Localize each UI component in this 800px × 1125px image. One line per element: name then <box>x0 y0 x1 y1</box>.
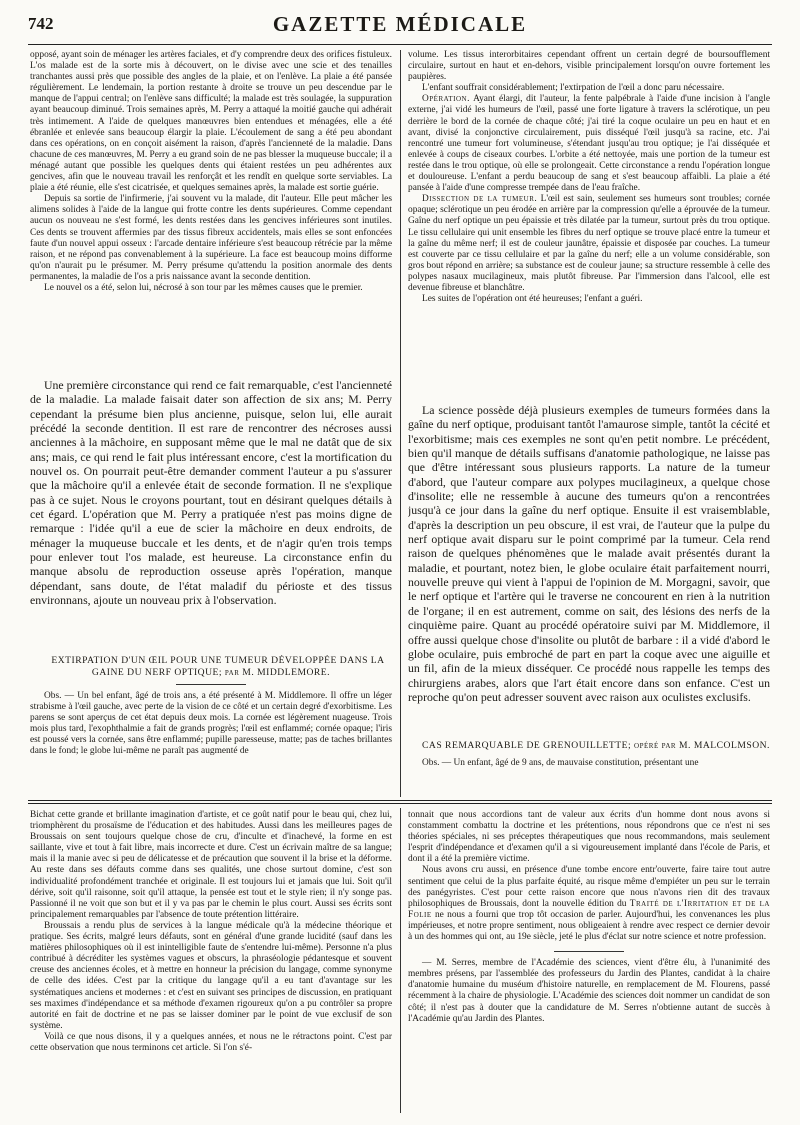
paragraph: Une première circonstance qui rend ce fait remarquable, c'est l'ancienneté de la maladie. La malade faisait dater son affection de six ans; M. Perry cependant la présume bien plus ancienne, puisque, selon lui, elle aurait précédé la seconde dentition. Il est rare de rencontrer des nécroses aussi anciennes à la mâchoire, en supposant même que le mal ne datât que de six ans; mais, ce qui rend le fait plus intéressant encore, c'est la mortification du nouvel os. On pourrait peut-être demander comment l'auteur a pu s'assurer que la mâchoire qu'il a enlevée était de seconde formation. Il ne s'explique pas à ce sujet. Nous le croyons pourtant, tout en désirant quelques détails à cet égard. L'opération que M. Perry a pratiquée n'est pas moins digne de remarque : l'idée qu'il a eue de scier la mâchoire en deux endroits, de ménager la muqueuse buccale et les dents, et de n'agir qu'en trois temps pour enlever tout l'os malade, est heureuse. La circonstance enfin du manque absolu de reproduction osseuse après l'opération, manque dépendant, sans doute, de l'état maladif du périoste et des tissus environnans, ajoute un nouveau prix à l'observation. <box>30 378 392 608</box>
page-number: 742 <box>28 14 54 33</box>
paragraph: Les suites de l'opération ont été heureuses; l'enfant a guéri. <box>422 294 643 305</box>
column-divider-top <box>400 50 401 797</box>
article-continuation-right <box>408 50 770 400</box>
paragraph: Depuis sa sortie de l'infirmerie, j'ai souvent vu la malade, dit l'auteur. Elle peut mâcher les alimens solides à l'aide de la langue qui frotte contre les dents supérieures. Comme cependant aucun os nouveau ne s'est formé, les dents restées dans les gencives inférieures sont inutiles. Ces dents se trouvent affermies par des tissus fibreux accidentels, mais elles se sont enfoncées faute d'un nouvel appui osseux : l'arcade dentaire inférieure s'est beaucoup rétrécie par la même raison, et ne répond pas convenablement à la supérieure. La face est beaucoup moins difforme qu'on n'aurait pu le présumer. M. Perry présume qu'attendu la position anormale des dents permanentes, la maladie de l'os a pris naissance avant la seconde dentition. <box>30 194 392 282</box>
feuilleton-right <box>408 810 770 1115</box>
article-malcolmson <box>408 740 770 797</box>
paragraph: La science possède déjà plusieurs exemples de tumeurs formées dans la gaîne du nerf optique, produisant tantôt l'amaurose simple, tantôt la cécité et l'exorbitisme; mais ces exemples ne sont qu'en petit nombre. Le précédent, bien qu'il manque de détails suffisans d'anatomie pathologique, ne laisse pas que d'être intéressant sous plusieurs rapports. La nature de la tumeur d'abord, que l'auteur compare aux polypes mucilagineux, a quelque chose d'insolite; elle ne ressemble à aucune des tumeurs qu'on a rencontrées jusqu'à ce jour dans la gaîne du nerf optique. Ensuite il est vraisemblable, d'après la description un peu obscure, il est vrai, de l'auteur que la pulpe du nerf optique avait disparu sur le point comprimé par la tumeur. Cela rend raison de quelques phénomènes que le malade avait présentés durant la maladie, et pourtant, notez bien, le globe oculaire était parfaitement nourri, nouvelle preuve qui vient à l'appui de l'opinion de M. Morgagni, savoir, que le nerf optique et l'artère qui le traverse ne concourent en rien à la nutrition de l'organe; il en est autrement, comme on sait, des lésions des nerfs de la cinquième paire. Quant au procédé opératoire suivi par M. Middlemore, il offre aussi quelque chose d'insolite ou plutôt de barbare : il a vidé d'abord le globe oculaire, puis embroché de part en part la coque avec une aiguille et un fil, afin de la mieux disséquer. Ce procédé nous rappelle les temps des chirurgiens arabes, alors que l'art était encore dans son enfance. C'est un reproche qu'on peut adresser souvent avec raison aux oculistes exclusifs. <box>408 403 770 704</box>
commentary-left <box>30 378 392 648</box>
paragraph: Voilà ce que nous disons, il y a quelques années, et nous ne le rétractons point. C'est par cette observation que nous terminons cet article. Si l'on s'é- <box>30 1031 392 1053</box>
book-title: Traité de l'Irritation et de la Folie <box>408 898 770 920</box>
commentary-right <box>408 403 770 733</box>
paragraph: L'enfant souffrait considérablement; l'extirpation de l'œil a donc paru nécessaire. <box>422 83 725 94</box>
paragraph <box>408 865 770 943</box>
operation-text: Ayant élargi, dit l'auteur, la fente palpébrale à l'aide d'une incision à l'angle externe, j'ai vidé les humeurs de l'œil, passé une forte ligature à travers la sclérotique, un peu derrière le bord de la cornée de chaque côté; j'ai tiré la coque oculaire un peu en haut et en avant, divisé la conjonctive circulairement, puis disséqué l'œil jusqu'à sa racine, etc. J'ai rencontré une tumeur fort volumineuse, s'étendant jusqu'au trou optique; je l'ai disséquée et enlevée à coups de ciseaux courbes. L'orbite a été nettoyée, mais une portion de la tumeur est restée dans le trou optique, où elle se prolongeait. Cette circonstance a rendu l'opération longue et douloureuse. L'enfant a perdu beaucoup de sang et s'est beaucoup affaibli. La plaie a été pansée à l'aide d'une compresse trempée dans de l'eau fraîche. <box>408 94 770 194</box>
column-divider-bottom <box>400 808 401 1113</box>
article-middlemore <box>30 655 392 797</box>
paragraph: Bichat cette grande et brillante imagination d'artiste, et ce goût natif pour le beau qui, chez lui, triomphèrent du prosaïsme de l'éducation et des habitudes. Aussi dans les meilleures pages de Broussais on sent toujours quelque chose de cru, d'inculte et d'inachevé, la forme en est saillante, vive et tout à fait libre, mais incorrecte et dure. C'est un écrivain maître de sa langue; mais il la manie avec si peu de délicatesse et de précaution que souvent il la brise et la déforme. Au reste dans ses défauts comme dans ses qualités, une chose surtout domine, c'est son individualité profondément tranchée et originale. Il est toujours lui et jamais que lui. Soit qu'il dérive, soit qu'il raisonne, soit qu'il attaque, la pensée est tout et le style rien; il n'y songe pas. Passionné il ne voit que son but et il y va pas par le chemin le plus court. Aussi ses écrits sont principalement remarquables par l'absence de toute prétention littéraire. <box>30 810 392 920</box>
section-title: EXTIRPATION D'UN ŒIL POUR UNE TUMEUR DÉVELOPPÉE DANS LA GAINE DU NERF OPTIQUE; par M. MIDDLEMORE. <box>51 655 385 678</box>
journal-title: GAZETTE MÉDICALE <box>272 12 528 36</box>
section-title: CAS REMARQUABLE DE GRENOUILLETTE; opéré par M. MALCOLMSON. <box>422 740 770 751</box>
text-run: Nous avons cru aussi, en présence d'une tombe encore entr'ouverte, faire taire tout autre sentiment que celui de la plus parfaite équité, au risque même d'empiéter un peu sur le terrain des panégyristes. C'est pour cette raison encore que nous n'avons rien dit des travaux philosophiques de Broussais, dont la nouvelle édition du <box>408 865 770 909</box>
paragraph: volume. Les tissus interorbitaires cependant offrent un certain degré de boursoufflement circulaire, surtout en haut et en-dehors, visible principalement lorsqu'on ouvre fortement les paupières. <box>408 50 770 83</box>
feuilleton-rule <box>28 800 772 801</box>
article-continuation-left <box>30 50 392 380</box>
header-rule <box>28 44 772 45</box>
operation-label: Opération. <box>422 94 470 105</box>
news-note: — M. Serres, membre de l'Académie des sciences, vient d'être élu, à l'unanimité des membres présens, par l'assemblée des professeurs du Jardin des Plantes, candidat à la chaire d'anatomie humaine du muséum d'histoire naturelle, en remplacement de M. Flourens, passé récemment à la chaire de physiologie. L'Académie des sciences doit nommer un candidat de son côté; il n'est pas à douter que la candidature de M. Serres n'obtienne autant de succès à l'Académie qu'au Jardin des Plantes. <box>408 958 770 1024</box>
paragraph: opposé, ayant soin de ménager les artères faciales, et d'y comprendre deux des orifices fistuleux. L'os malade est de la sorte mis à découvert, on le divise avec une scie et des tenailles tranchantes aussi près que possible des angles de la plaie, et on l'enlève. La plaie a été pansée régulièrement. Le lendemain, la portion restante à droite se trouve un peu descendue par le manque de l'appui central; on l'enlève sans difficulté; la malade est très soulagée, la suppuration ayant beaucoup diminué. Trois semaines après, M. Perry a attaqué la moitié gauche qui adhérait très intimement. A l'aide de quelques manœuvres bien entendues et ménagées, elle a été ébranlée et enlevée sans beaucoup élargir la plaie. L'écoulement de sang a été peu abondant dans ces opérations, on en conçoit aisément la raison, d'après l'ancienneté de la maladie. Dans chacune de ces manœuvres, M. Perry a eu grand soin de ne pas blesser la muqueuse buccale; il a ménagé autant que possible les quelques dents qui étaient restées un peu adhérentes aux gencives, afin que le nouveau travail les renforçât et les rendît en quelque sorte serviables. La plaie a été réunie, elle s'est cicatrisée, et quelques semaines après, la malade est sortie guérie. <box>30 50 392 194</box>
text-run: ne nous a fourni que trop tôt occasion de parler. Aujourd'hui, les convenances les plus impérieuses, et notre propre sentiment, nous obligeaient à rendre avec respect ce dernier devoir à un des hommes qui ont, au 19e siècle, jeté le plus d'éclat sur notre science et notre profession. <box>408 909 770 943</box>
paragraph <box>408 194 770 294</box>
note-rule <box>554 951 624 952</box>
paragraph <box>408 94 770 194</box>
dissection-label: Dissection de la tumeur. <box>422 194 538 205</box>
page-header <box>28 10 772 38</box>
observation: Obs. — Un enfant, âgé de 9 ans, de mauvaise constitution, présentant une <box>422 758 699 768</box>
paragraph: Broussais a rendu plus de services à la langue médicale qu'à la médecine théorique et pratique. Ses écrits, malgré leurs défauts, sont en général d'une grande lucidité (sauf dans les matières philosophiques où il est inintelligible faute de s'entendre lui-même). Personne n'a plus contribué à décréditer les systèmes vagues et obscurs, la phraséologie pédantesque et souvent creuse des anciennes écoles, et à mettre en honneur la précision du langage, comme synonyme de celle des idées. C'est par la critique du langage qu'il a eu tant d'avantage sur les systématiques anciens et modernes : et c'est en suivant ses principes de discussion, en pratiquant ses maximes d'indépendance et sa méthode d'examen rigoureux qu'on a pu contrôler sa propre autorité en fait de doctrine et ne pas se laisser dominer par le point de vue exclusif de son système. <box>30 920 392 1031</box>
paragraph: tonnait que nous accordions tant de valeur aux écrits d'un homme dont nous avons si constamment combattu la doctrine et les prétentions, nous répondrons que ce n'est ni ses théories spéciales, ni ses préceptes thérapeutiques que nous recommandons, mais seulement l'esprit d'indépendance et d'examen qu'il a si vigoureusement implanté dans l'école de Paris, et dont il a été la première victime. <box>408 810 770 865</box>
title-rule <box>176 684 246 685</box>
paragraph: Le nouvel os a été, selon lui, nécrosé à son tour par les mêmes causes que le premier. <box>44 282 363 293</box>
feuilleton-rule-double <box>28 803 772 804</box>
feuilleton-left <box>30 810 392 1115</box>
observation: Obs. — Un bel enfant, âgé de trois ans, a été présenté à M. Middlemore. Il offre un léger strabisme à l'œil gauche, avec perte de la vision de ce côté et un certain degré d'exorbitisme. Les parens se sont aperçus de cet état depuis deux mois. La cornée est légèrement nuageuse. Trois mois plus tard, l'exophthalmie a fait de grands progrès; l'œil est enflammé; cornée opaque; l'iris est poussé vers la cornée, sans être enflammé; pupille paresseuse, matte; pas de taches brillantes dans le fond; le globe lui-même ne paraît pas augmenté de <box>30 691 392 757</box>
dissection-text: L'œil est sain, seulement ses humeurs sont troubles; cornée opaque; sclérotique un peu érodée en arrière par la compression qu'elle a éprouvée de la tumeur. Gaîne du nerf optique un peu épaissie et très dilatée par la tumeur, surtout près du trou optique. Le tissu cellulaire qui unit ensemble les fibres du nerf optique se trouve placé entre la tumeur et la gaîne du même nerf; il est de couleur jaunâtre, épaissie et disposée par couches. La tumeur est couverte par ce tissu cellulaire et par la gaîne du nerf; elle a un volume considérable, son gros bout répond en arrière; sa substance est de couleur jaune; sa structure ressemble à celle des polypes nasaux mucilagineux, mais plutôt fibreuse. Par l'immersion dans l'alcool, elle est devenue fibreuse et blanchâtre. <box>408 194 770 293</box>
